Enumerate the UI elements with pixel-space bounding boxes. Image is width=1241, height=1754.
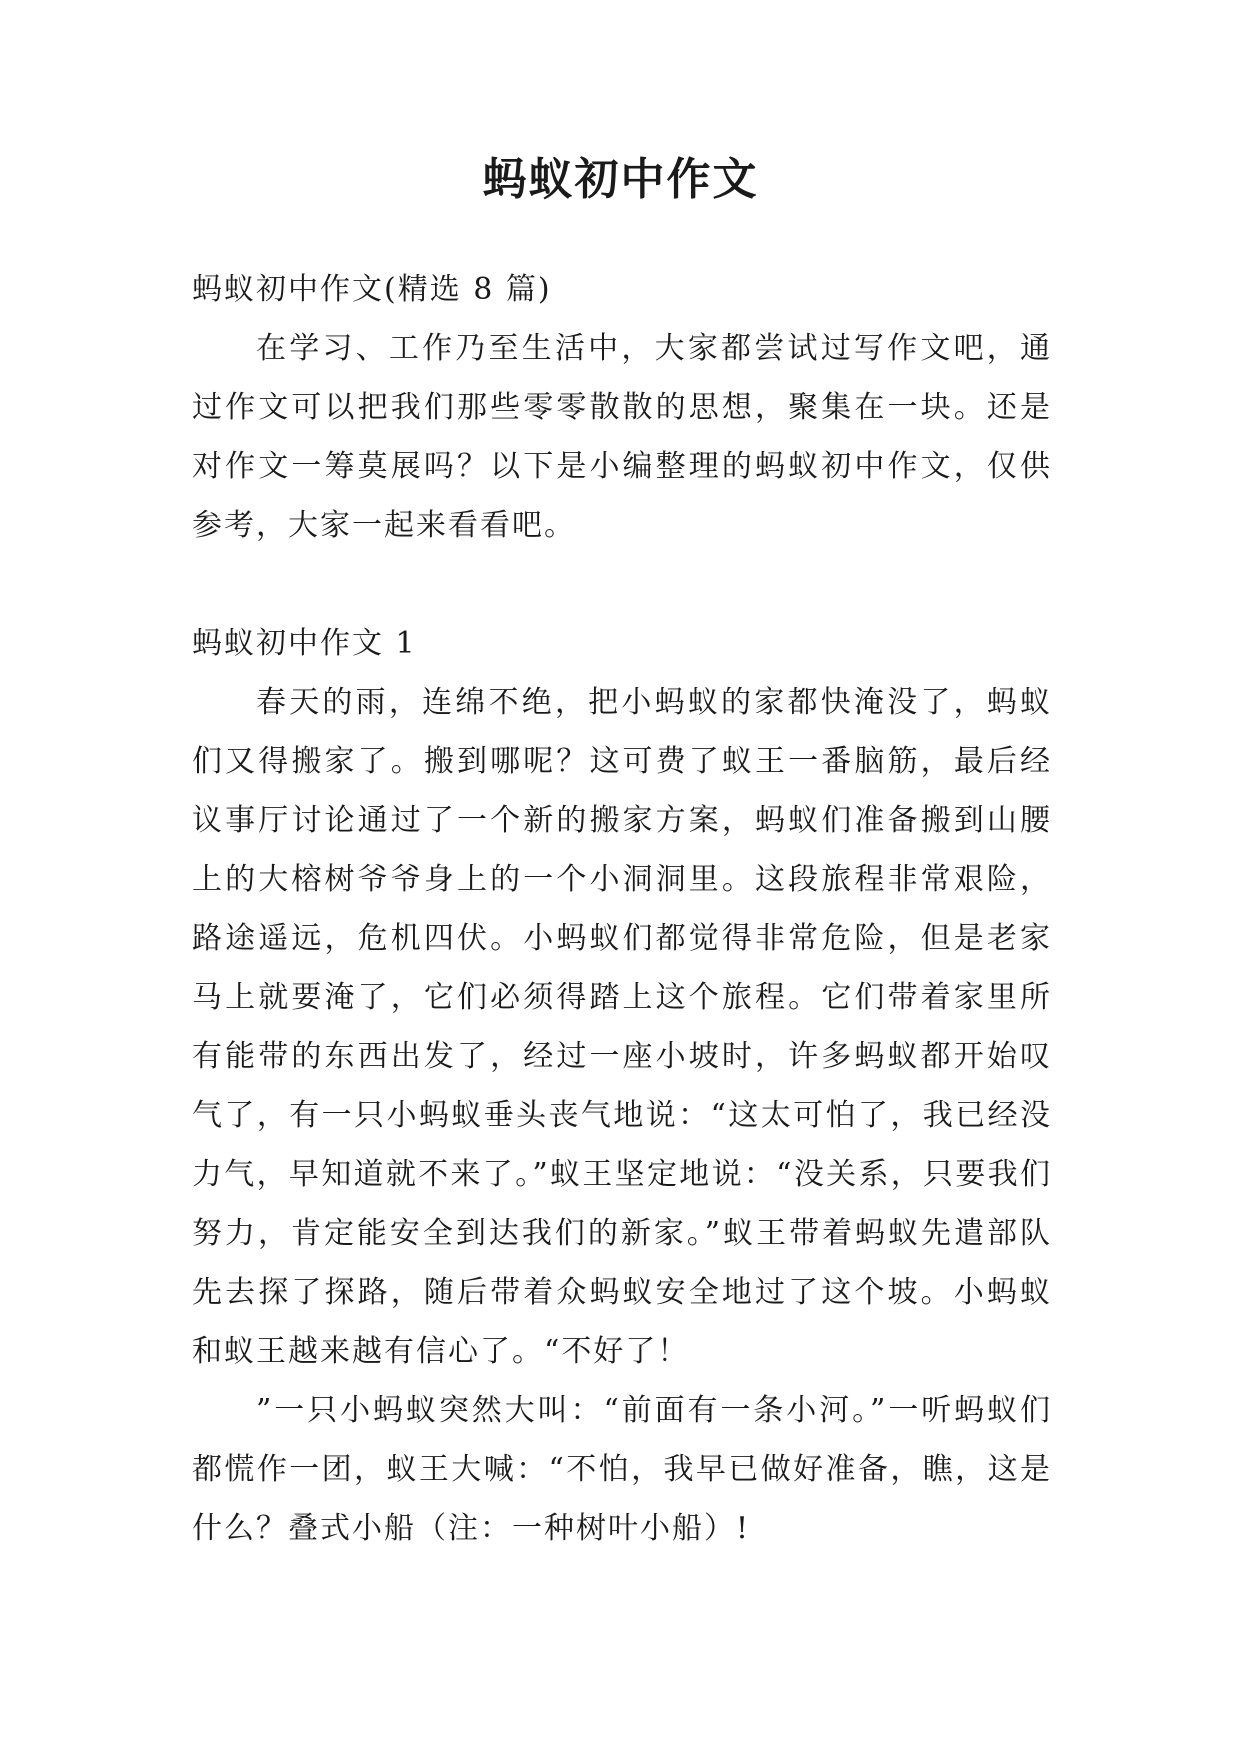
section-spacer — [192, 555, 1052, 614]
document-title: 蚂蚁初中作文 — [482, 154, 759, 205]
intro-paragraph: 在学习、工作乃至生活中，大家都尝试过写作文吧，通过作文可以把我们那些零零散散的思想，聚集在一块。还是对作文一筹莫展吗？以下是小编整理的蚂蚁初中作文，仅供参考，大家一起来看看吧。 — [192, 331, 1052, 543]
section-paragraph: 春天的雨，连绵不绝，把小蚂蚁的家都快淹没了，蚂蚁们又得搬家了。搬到哪呢？这可费了蚁王一番脑筋，最后经议事厅讨论通过了一个新的搬家方案，蚂蚁们准备搬到山腰上的大榕树爷爷身上的一个小洞洞里。这段旅程非常艰险，路途遥远，危机四伏。小蚂蚁们都觉得非常危险，但是老家马上就要淹了，它们必须得踏上这个旅程。它们带着家里所有能带的东西出发了，经过一座小坡时，许多蚂蚁都开始叹气了，有一只小蚂蚁垂头丧气地说：“这太可怕了，我已经没力气，早知道就不来了。”蚁王坚定地说：“没关系，只要我们努力，肯定能安全到达我们的新家。”蚁王带着蚂蚁先遣部队先去探了探路，随后带着众蚂蚁安全地过了这个坡。小蚂蚁和蚁王越来越有信心了。“不好了！ — [192, 685, 1052, 1369]
section-heading: 蚂蚁初中作文 1 — [192, 626, 417, 661]
document-body — [192, 260, 1052, 1558]
document-subtitle: 蚂蚁初中作文(精选 8 篇) — [192, 272, 552, 307]
section-paragraph: ”一只小蚂蚁突然大叫：“前面有一条小河。”一听蚂蚁们都慌作一团，蚁王大喊：“不怕，我早已做好准备，瞧，这是什么？叠式小船（注：一种树叶小船）! — [192, 1393, 1052, 1546]
